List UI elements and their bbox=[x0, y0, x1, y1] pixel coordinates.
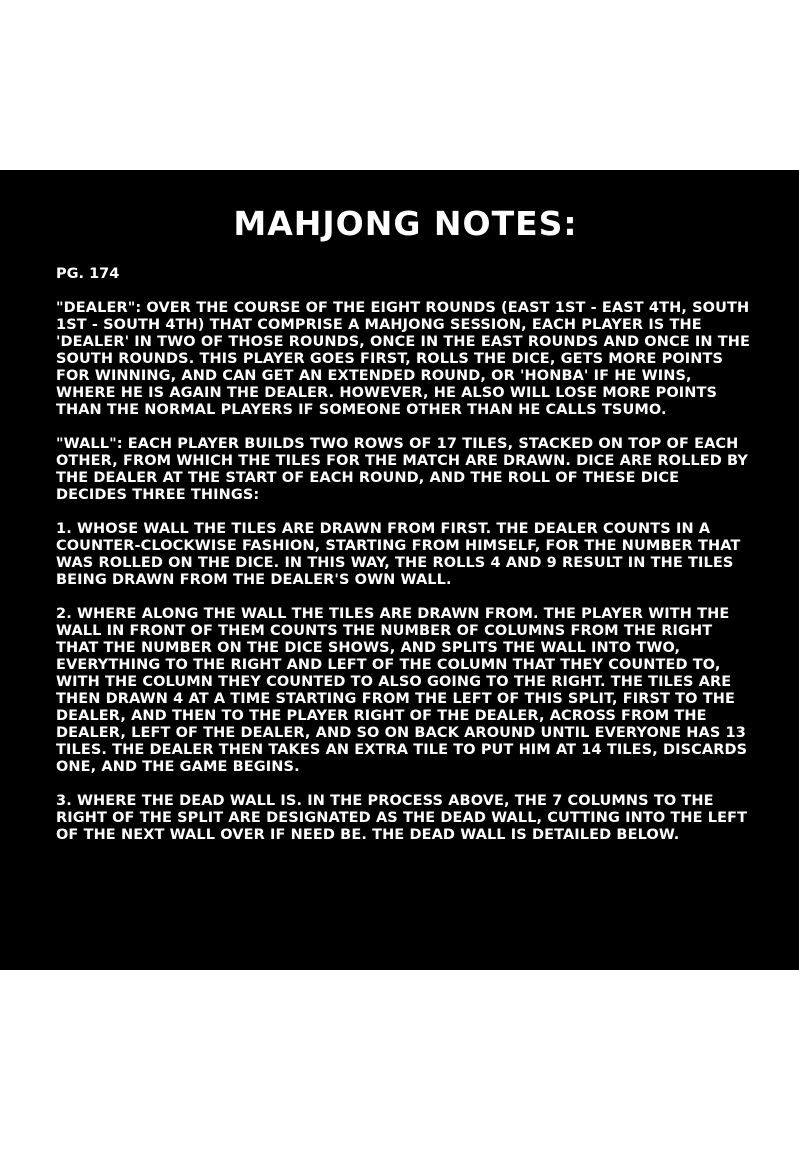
page-title: MAHJONG NOTES: bbox=[233, 204, 578, 243]
wall-note-paragraph: "WALL": EACH PLAYER BUILDS TWO ROWS OF 17 TILES, STACKED ON TOP OF EACH OTHER, FROM WHICH THE TILES FOR THE MATCH ARE DRAWN. DICE ARE ROLLED BY THE DEALER AT THE START OF EACH ROUND, AND THE ROLL OF THESE DICE DECIDES THREE THINGS: bbox=[56, 436, 749, 503]
page-number-label: PG. 174 bbox=[56, 266, 120, 282]
where-along-wall-paragraph: 2. WHERE ALONG THE WALL THE TILES ARE DRAWN FROM. THE PLAYER WITH THE WALL IN FRONT OF THEM COUNTS THE NUMBER OF COLUMNS FROM THE RIGHT THAT THE NUMBER ON THE DICE SHOWS, AND SPLITS THE WALL INTO TWO, EVERYTHING TO THE RIGHT AND LEFT OF THE COLUMN THAT THEY COUNTED TO, WITH THE COLUMN THEY COUNTED TO ALSO GOING TO THE RIGHT. THE TILES ARE THEN DRAWN 4 AT A TIME STARTING FROM THE LEFT OF THIS SPLIT, FIRST TO THE DEALER, AND THEN TO THE PLAYER RIGHT OF THE DEALER, ACROSS FROM THE DEALER, LEFT OF THE DEALER, AND SO ON BACK AROUND UNTIL EVERYONE HAS 13 TILES. THE DEALER THEN TAKES AN EXTRA TILE TO PUT HIM AT 14 TILES, DISCARDS ONE, AND THE GAME BEGINS. bbox=[56, 606, 748, 775]
dead-wall-paragraph: 3. WHERE THE DEAD WALL IS. IN THE PROCESS ABOVE, THE 7 COLUMNS TO THE RIGHT OF THE SPLIT ARE DESIGNATED AS THE DEAD WALL, CUTTING INTO THE LEFT OF THE NEXT WALL OVER IF NEED BE. THE DEAD WALL IS DETAILED BELOW. bbox=[56, 793, 748, 843]
dealer-note-paragraph: "DEALER": OVER THE COURSE OF THE EIGHT ROUNDS (EAST 1ST - EAST 4TH, SOUTH 1ST - SOUTH 4TH) THAT COMPRISE A MAHJONG SESSION, EACH PLAYER IS THE 'DEALER' IN TWO OF THOSE ROUNDS, ONCE IN THE EAST ROUNDS AND ONCE IN THE SOUTH ROUNDS. THIS PLAYER GOES FIRST, ROLLS THE DICE, GETS MORE POINTS FOR WINNING, AND CAN GET AN EXTENDED ROUND, OR 'HONBA' IF HE WINS, WHERE HE IS AGAIN THE DEALER. HOWEVER, HE ALSO WILL LOSE MORE POINTS THAN THE NORMAL PLAYERS IF SOMEONE OTHER THAN HE CALLS TSUMO. bbox=[56, 300, 750, 418]
whose-wall-paragraph: 1. WHOSE WALL THE TILES ARE DRAWN FROM FIRST. THE DEALER COUNTS IN A COUNTER-CLOCKWISE FASHION, STARTING FROM HIMSELF, FOR THE NUMBER THAT WAS ROLLED ON THE DICE. IN THIS WAY, THE ROLLS 4 AND 9 RESULT IN THE TILES BEING DRAWN FROM THE DEALER'S OWN WALL. bbox=[56, 521, 741, 588]
notes-panel bbox=[0, 170, 799, 970]
